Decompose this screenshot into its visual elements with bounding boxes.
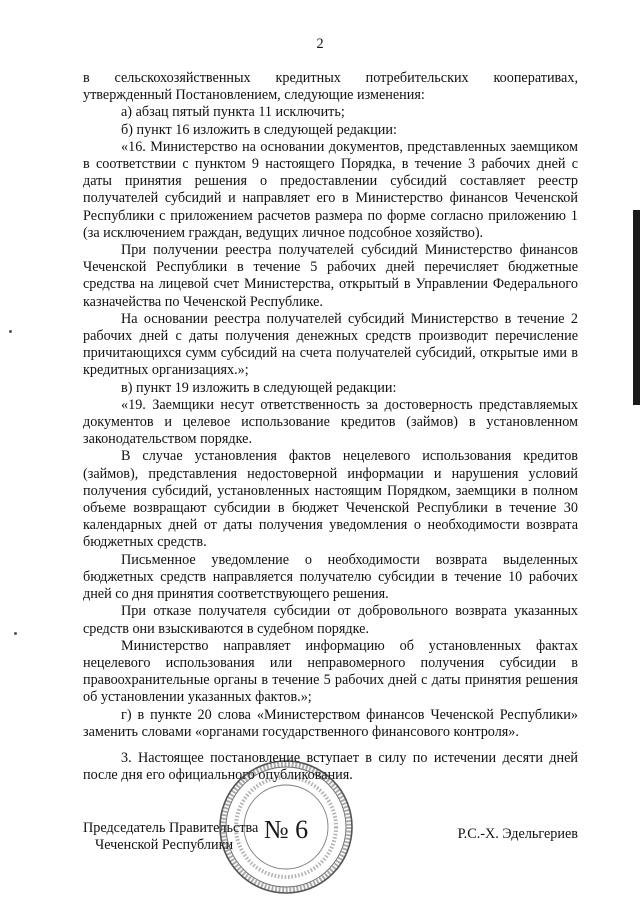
paragraph: в сельскохозяйственных кредитных потребительских кооперативах, утвержденный Постановлением, следующие изменения: (83, 70, 578, 104)
paragraph: Письменное уведомление о необходимости возврата выделенных бюджетных средств направляется получателю субсидии в течение 10 рабочих дней со дня принятия соответствующего решения. (83, 551, 578, 603)
paragraph: б) пункт 16 изложить в следующей редакции: (121, 121, 397, 138)
paragraph: В случае установления фактов нецелевого использования кредитов (займов), представления недостоверной информации и нарушения условий получения субсидий, установленных настоящим Порядком, заемщики в полном объеме возвращают субсидии в бюджет Чеченской Республики в течение 30 календарных дней от даты получения уведомления о необходимости возврата бюджетных средств. (83, 448, 578, 551)
scan-speck (9, 330, 12, 333)
paragraph: При отказе получателя субсидии от добровольного возврата указанных средств они взыскиваются в судебном порядке. (83, 603, 578, 637)
signatory-title-line1: Председатель Правительства (83, 820, 259, 836)
paragraph: в) пункт 19 изложить в следующей редакции: (121, 379, 397, 396)
paragraph: 3. Настоящее постановление вступает в силу по истечении десяти дней после дня его официального опубликования. (83, 749, 578, 784)
paragraph: «16. Министерство на основании документов, представленных заемщиком в соответствии с пунктом 9 настоящего Порядка, в течение 3 рабочих дней с даты принятия решения о предоставлении субсидий составляет реестр получателей субсидий и направляет его в Министерство финансов Чеченской Республики с приложением расчетов размера по форме согласно приложению 1 (за исключением граждан, ведущих личное подсобное хозяйство). (83, 138, 578, 241)
document-body (83, 70, 578, 784)
page-number: 2 (316, 36, 324, 52)
scan-speck (14, 632, 17, 635)
paragraph: Министерство направляет информацию об установленных фактах нецелевого использования или неправомерного получения субсидии в правоохранительные органы в течение 5 рабочих дней с даты принятия решения об установлении указанных фактов.»; (83, 637, 578, 706)
signatory-title-line2: Чеченской Республики (95, 837, 234, 854)
signatory-name: Р.С.-Х. Эдельгериев (457, 826, 578, 842)
paragraph: На основании реестра получателей субсидий Министерство в течение 2 рабочих дней с даты получения денежных средств производит перечисление причитающихся сумм субсидий на счета получателей субсидий, открытые ими в кредитных организациях.»; (83, 310, 578, 379)
seal-number: № 6 (263, 815, 309, 844)
paragraph: г) в пункте 20 слова «Министерством финансов Чеченской Республики» заменить словами «органами государственного финансового контроля». (83, 706, 578, 740)
paragraph: а) абзац пятый пункта 11 исключить; (121, 104, 345, 121)
scan-edge-mark (633, 210, 640, 405)
paragraph: «19. Заемщики несут ответственность за достоверность представляемых документов и целевое использование кредитов (займов) в установленном законодательством порядке. (83, 396, 578, 448)
paragraph: При получении реестра получателей субсидий Министерство финансов Чеченской Республики в течение 5 рабочих дней перечисляет бюджетные средства на лицевой счет Министерства, открытый в Управлении Федерального казначейства по Чеченской Республике. (83, 242, 578, 310)
official-seal (217, 758, 355, 896)
